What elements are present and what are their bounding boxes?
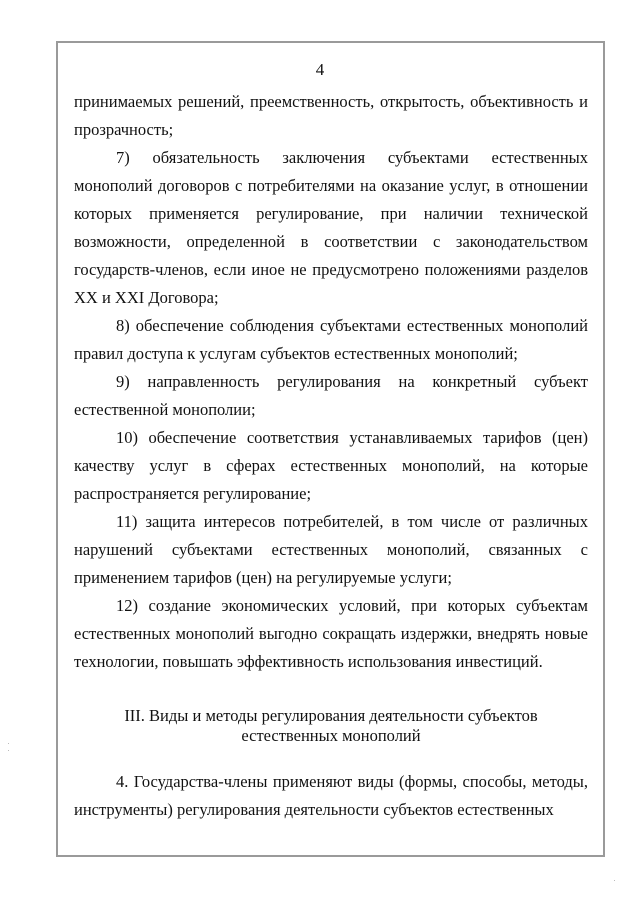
scan-speck <box>8 743 9 744</box>
scan-speck <box>8 750 9 751</box>
paragraph-item-8: 8) обеспечение соблюдения субъектами естественных монополий правил доступа к услугам субъектов естественных монополий; <box>74 316 588 363</box>
paragraph-continuation: принимаемых решений, преемственность, открытость, объективность и прозрачность; <box>74 92 588 139</box>
paragraph-item-4: 4. Государства-члены применяют виды (формы, способы, методы, инструменты) регулирования деятельности субъектов естественных <box>74 772 588 819</box>
paragraph-item-9: 9) направленность регулирования на конкретный субъект естественной монополии; <box>74 372 588 419</box>
paragraph-item-10: 10) обеспечение соответствия устанавливаемых тарифов (цен) качеству услуг в сферах естественных монополий, на которые распространяется регулирование; <box>74 428 588 503</box>
paragraph-item-11: 11) защита интересов потребителей, в том числе от различных нарушений субъектами естественных монополий, связанных с применением тарифов (цен) на регулируемые услуги; <box>74 512 588 587</box>
section-heading-line-1: III. Виды и методы регулирования деятельности субъектов <box>124 706 538 725</box>
section-heading <box>74 706 588 746</box>
document-body <box>74 88 588 824</box>
paragraph-item-7: 7) обязательность заключения субъектами естественных монополий договоров с потребителями на оказание услуг, в отношении которых применяется регулирование, при наличии технической возможности, определенной в соответствии с законодательством государств-членов, если иное не предусмотрено положениями разделов XX и XXI Договора; <box>74 148 588 307</box>
section-heading-line-2: естественных монополий <box>241 726 421 745</box>
paragraph-item-12: 12) создание экономических условий, при которых субъектам естественных монополий выгодно сокращать издержки, внедрять новые технологии, повышать эффективность использования инвестиций. <box>74 596 588 671</box>
scan-speck <box>614 880 615 881</box>
page-number: 4 <box>315 60 325 79</box>
